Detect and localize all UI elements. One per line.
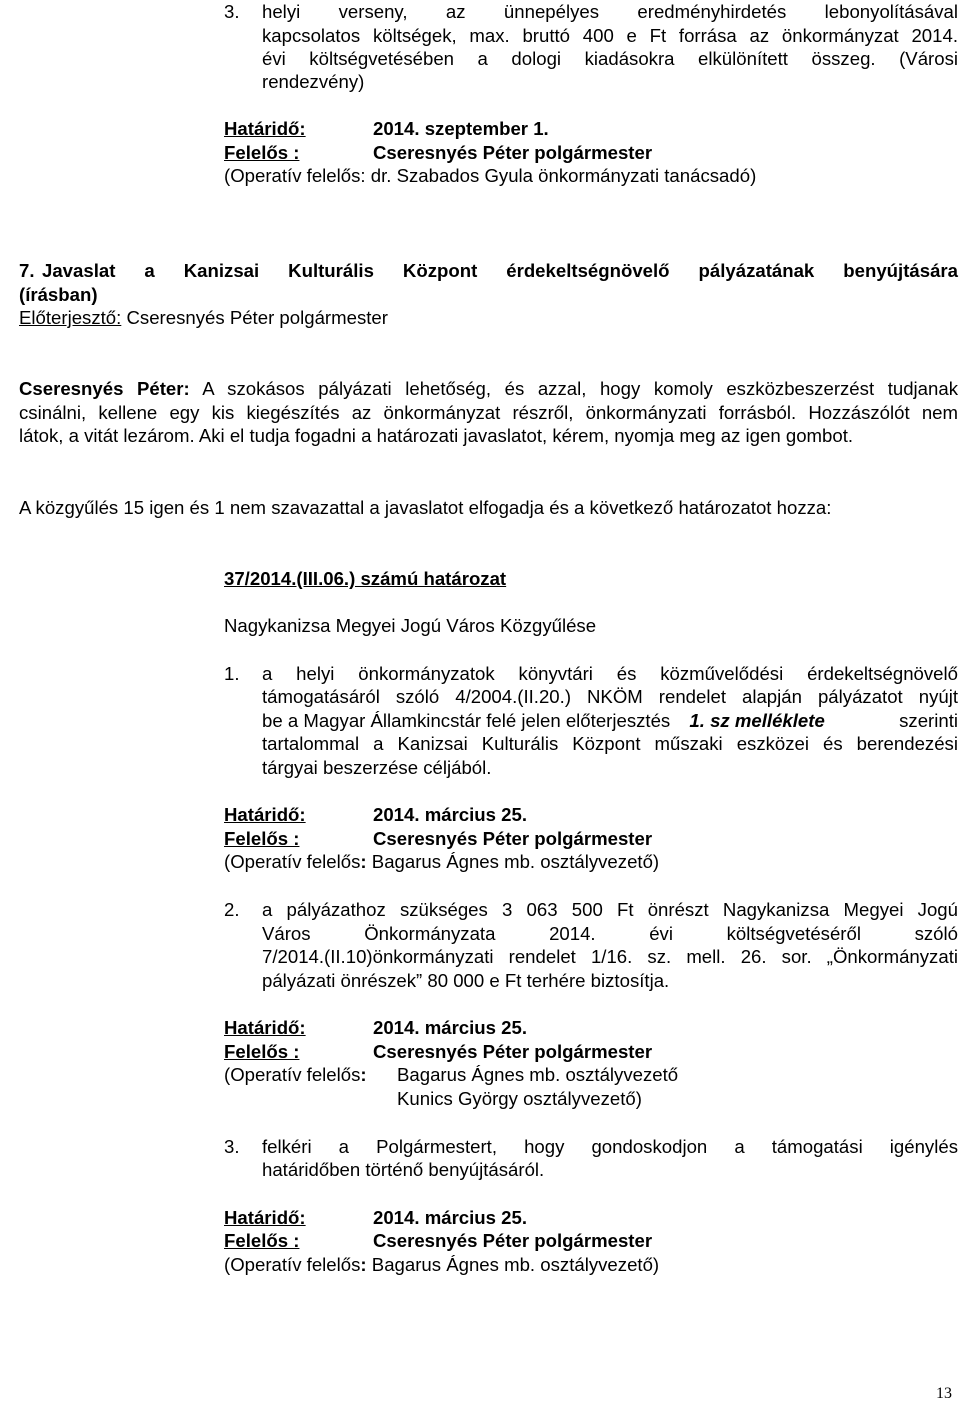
point-text-line: támogatásáról szóló 4/2004.(II.20.) NKÖM rendelet alapján pályázatot nyújt — [262, 686, 958, 707]
point-text-line: pályázati önrészek” 80 000 e Ft terhére biztosítja. — [262, 970, 670, 991]
deadline-value: 2014. szeptember 1. — [373, 118, 549, 139]
resolution-body: Nagykanizsa Megyei Jogú Város Közgyűlése — [224, 615, 597, 636]
point-text-segment: be a Magyar Államkincstár felé jelen előterjesztés — [262, 710, 671, 731]
speech-line — [19, 377, 958, 400]
section-number: 7. — [19, 260, 35, 281]
point-number: 3. — [224, 1136, 240, 1157]
point-text-line: tartalommal a Kanizsai Kulturális Központ műszaki eszközei és berendezési — [262, 733, 958, 754]
presenter-line — [19, 306, 388, 329]
point-text-line — [262, 709, 958, 732]
section-title: Javaslat a Kanizsai Kulturális Központ érdekeltségnövelő pályázatának benyújtására — [42, 260, 958, 281]
responsible-label: Felelős : — [224, 142, 300, 163]
item-text-line: évi költségvetésében a dologi kiadásokra elkülönített összeg. (Városi — [262, 48, 958, 69]
point-text-line: a helyi önkormányzatok könyvtári és közművelődési érdekeltségnövelő — [262, 663, 958, 684]
operative-responsible: (Operatív felelős: dr. Szabados Gyula önkormányzati tanácsadó) — [224, 165, 757, 186]
operative-label: (Operatív felelős — [224, 851, 361, 872]
operative-label: (Operatív felelős — [224, 1064, 361, 1085]
deadline-value: 2014. március 25. — [373, 1017, 528, 1038]
operative-responsible: (Operatív felelős: Bagarus Ágnes mb. osztályvezető) — [224, 851, 660, 872]
responsible-label: Felelős : — [224, 1230, 300, 1251]
responsible-label: Felelős : — [224, 828, 300, 849]
responsible-value: Cseresnyés Péter polgármester — [373, 1041, 653, 1062]
point-text-line: 7/2014.(II.10)önkormányzati rendelet 1/16. sz. mell. 26. sor. „Önkormányzati — [262, 946, 958, 967]
annex-reference: 1. sz melléklete — [689, 710, 825, 731]
deadline-value: 2014. március 25. — [373, 804, 528, 825]
deadline-label: Határidő: — [224, 804, 306, 825]
deadline-label: Határidő: — [224, 118, 306, 139]
speaker-name: Cseresnyés Péter: — [19, 378, 190, 399]
point-text-line: határidőben történő benyújtásáról. — [262, 1159, 545, 1180]
operative-value-2: Kunics György osztályvezető) — [397, 1088, 642, 1109]
vote-result: A közgyűlés 15 igen és 1 nem szavazattal a javaslatot elfogadja és a következő határozatot hozza: — [19, 497, 832, 518]
responsible-value: Cseresnyés Péter polgármester — [373, 828, 653, 849]
operative-value: Bagarus Ágnes mb. osztályvezető) — [371, 1254, 660, 1275]
operative-value: Bagarus Ágnes mb. osztályvezető — [397, 1064, 679, 1085]
operative-responsible: (Operatív felelős: Bagarus Ágnes mb. osztályvezető) — [224, 1254, 660, 1275]
operative-value: Bagarus Ágnes mb. osztályvezető) — [371, 851, 660, 872]
list-number: 3. — [224, 1, 240, 22]
operative-responsible: (Operatív felelős: — [224, 1064, 367, 1085]
point-text-line: felkéri a Polgármestert, hogy gondoskodjon a támogatási igénylés — [262, 1136, 958, 1157]
item-text-line: helyi verseny, az ünnepélyes eredményhirdetés lebonyolításával — [262, 1, 958, 22]
point-number: 1. — [224, 663, 240, 684]
speech-line: csinálni, kellene egy kis kiegészítés az önkormányzat részről, önkormányzati forrásból. Hozzászólót nem — [19, 402, 958, 423]
point-text-line: Város Önkormányzata 2014. évi költségvetéséről szóló — [262, 923, 958, 944]
presenter-value: Cseresnyés Péter polgármester — [121, 307, 388, 328]
item-text-line: kapcsolatos költségek, max. bruttó 400 e Ft forrása az önkormányzat 2014. — [262, 25, 958, 46]
point-text-line: a pályázathoz szükséges 3 063 500 Ft önrészt Nagykanizsa Megyei Jogú — [262, 899, 958, 920]
speech-line: látok, a vitát lezárom. Aki el tudja fogadni a határozati javaslatot, kérem, nyomja meg az igen gombot. — [19, 425, 854, 446]
point-text-line: tárgyai beszerzése céljából. — [262, 757, 492, 778]
point-text-segment: szerinti — [899, 710, 958, 731]
responsible-value: Cseresnyés Péter polgármester — [373, 142, 653, 163]
deadline-label: Határidő: — [224, 1017, 306, 1038]
responsible-value: Cseresnyés Péter polgármester — [373, 1230, 653, 1251]
operative-label: (Operatív felelős — [224, 1254, 361, 1275]
resolution-title: 37/2014.(III.06.) számú határozat — [224, 568, 507, 589]
item-text-line: rendezvény) — [262, 71, 365, 92]
presenter-label: Előterjesztő: — [19, 307, 122, 328]
page-number: 13 — [936, 1385, 952, 1402]
deadline-label: Határidő: — [224, 1207, 306, 1228]
responsible-label: Felelős : — [224, 1041, 300, 1062]
speech-text: A szokásos pályázati lehetőség, és azzal, hogy komoly eszközbeszerzést tudjanak — [189, 378, 958, 399]
section-title-line2: (írásban) — [19, 284, 98, 305]
deadline-value: 2014. március 25. — [373, 1207, 528, 1228]
point-number: 2. — [224, 899, 240, 920]
